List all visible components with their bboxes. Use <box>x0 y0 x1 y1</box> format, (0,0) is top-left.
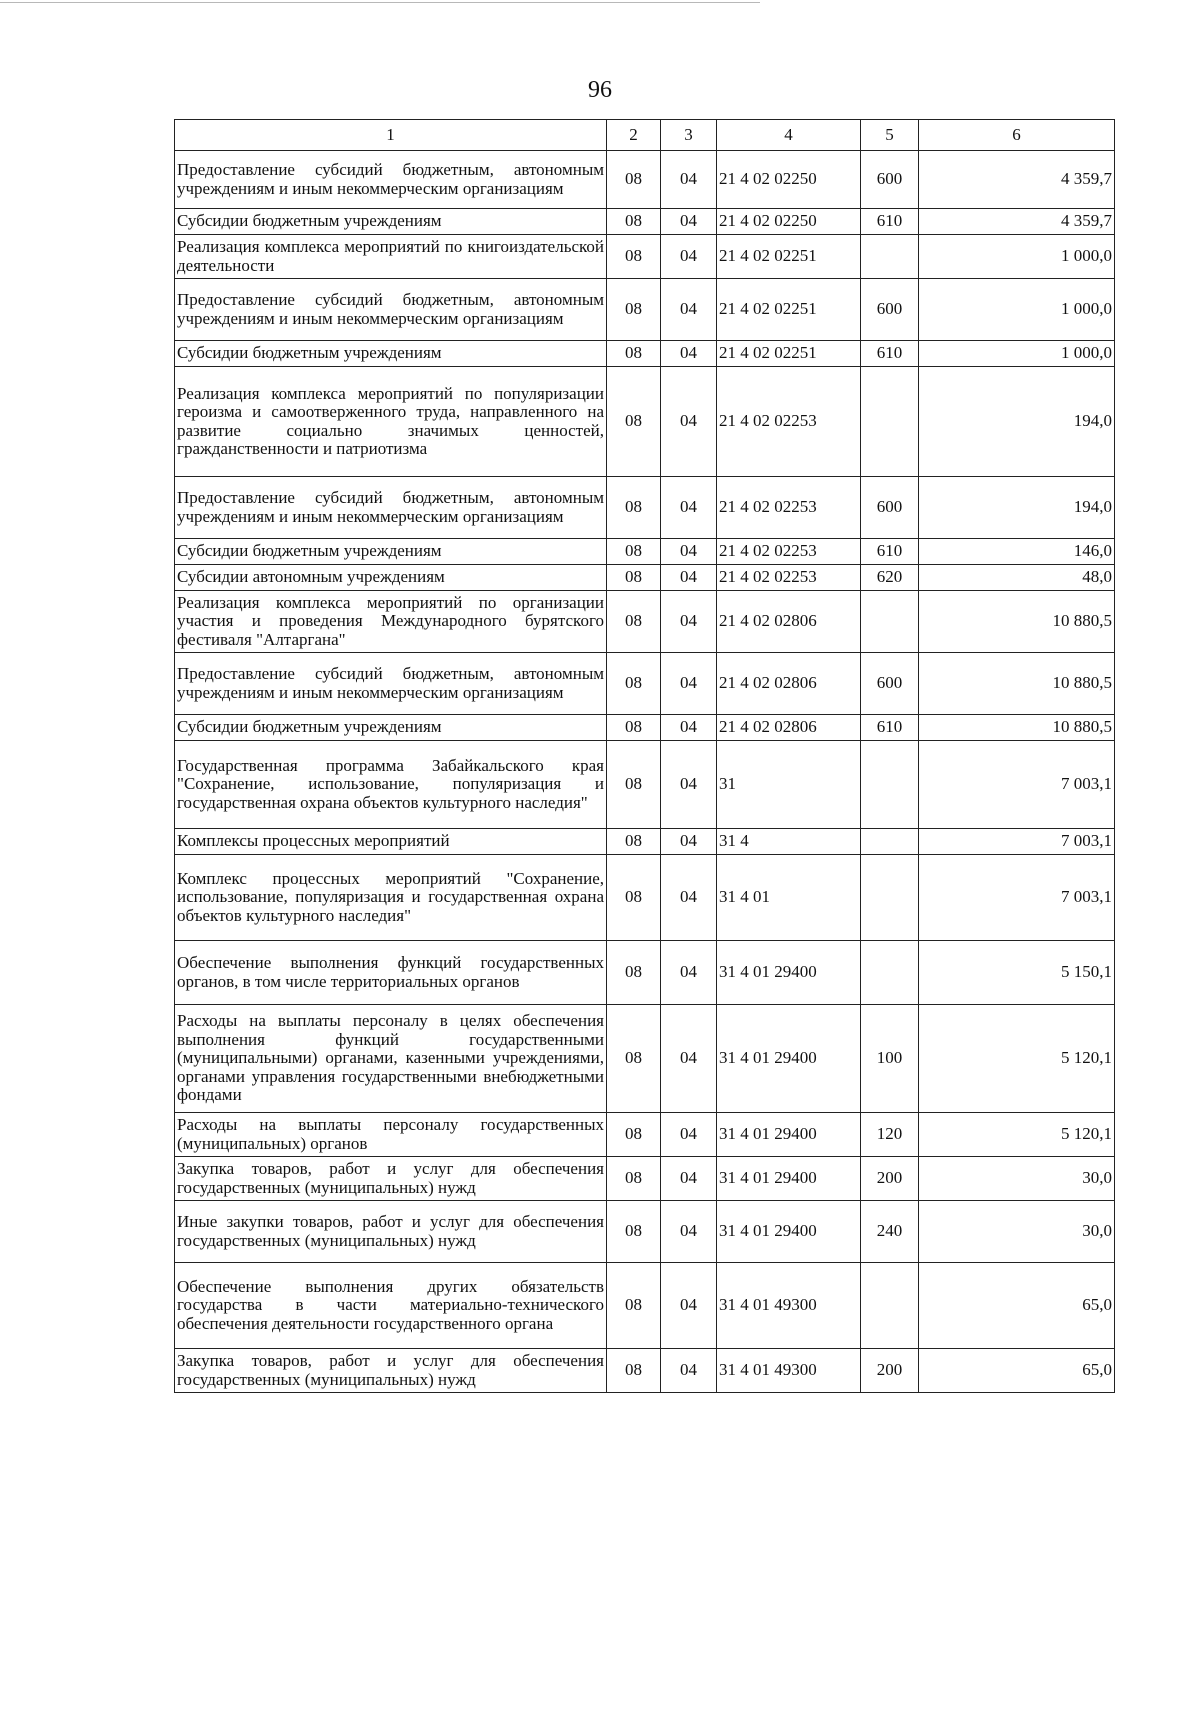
row-expense-type: 100 <box>861 1005 919 1113</box>
row-target-code: 31 4 01 29400 <box>717 1005 861 1113</box>
row-amount: 5 120,1 <box>919 1005 1115 1113</box>
row-amount: 5 150,1 <box>919 941 1115 1005</box>
row-target-code: 21 4 02 02251 <box>717 279 861 341</box>
table-row <box>175 341 1115 367</box>
table-row <box>175 1201 1115 1263</box>
row-name: Иные закупки товаров, работ и услуг для обеспечения государственных (муниципальных) нужд <box>175 1201 607 1263</box>
row-target-code: 21 4 02 02250 <box>717 209 861 235</box>
row-name: Субсидии автономным учреждениям <box>175 565 607 591</box>
row-expense-type: 600 <box>861 477 919 539</box>
row-target-code: 21 4 02 02253 <box>717 565 861 591</box>
row-target-code: 31 4 01 49300 <box>717 1349 861 1393</box>
header-row <box>175 120 1115 151</box>
row-name: Обеспечение выполнения функций государственных органов, в том числе территориальных органов <box>175 941 607 1005</box>
table-row <box>175 741 1115 829</box>
row-amount: 1 000,0 <box>919 279 1115 341</box>
table-row <box>175 565 1115 591</box>
row-name: Субсидии бюджетным учреждениям <box>175 341 607 367</box>
row-amount: 7 003,1 <box>919 829 1115 855</box>
row-target-code: 21 4 02 02251 <box>717 235 861 279</box>
row-expense-type <box>861 855 919 941</box>
table-row <box>175 209 1115 235</box>
page-number: 96 <box>588 77 612 103</box>
row-subsection: 04 <box>661 151 717 209</box>
row-expense-type <box>861 1263 919 1349</box>
row-target-code: 21 4 02 02806 <box>717 715 861 741</box>
row-amount: 65,0 <box>919 1349 1115 1393</box>
row-expense-type: 200 <box>861 1157 919 1201</box>
row-section: 08 <box>607 653 661 715</box>
row-expense-type: 610 <box>861 715 919 741</box>
row-subsection: 04 <box>661 477 717 539</box>
row-target-code: 31 4 01 29400 <box>717 1113 861 1157</box>
row-amount: 48,0 <box>919 565 1115 591</box>
table-row <box>175 855 1115 941</box>
row-name: Предоставление субсидий бюджетным, автономным учреждениям и иным некоммерческим организациям <box>175 279 607 341</box>
row-name: Реализация комплекса мероприятий по книгоиздательской деятельности <box>175 235 607 279</box>
row-subsection: 04 <box>661 741 717 829</box>
table-row <box>175 1263 1115 1349</box>
row-target-code: 21 4 02 02251 <box>717 341 861 367</box>
row-name: Предоставление субсидий бюджетным, автономным учреждениям и иным некоммерческим организациям <box>175 477 607 539</box>
row-amount: 194,0 <box>919 367 1115 477</box>
row-subsection: 04 <box>661 279 717 341</box>
row-subsection: 04 <box>661 209 717 235</box>
row-expense-type: 610 <box>861 209 919 235</box>
table-row <box>175 1113 1115 1157</box>
row-target-code: 21 4 02 02806 <box>717 591 861 653</box>
row-amount: 7 003,1 <box>919 855 1115 941</box>
row-section: 08 <box>607 829 661 855</box>
row-section: 08 <box>607 1157 661 1201</box>
row-section: 08 <box>607 1349 661 1393</box>
row-target-code: 31 <box>717 741 861 829</box>
row-expense-type: 120 <box>861 1113 919 1157</box>
row-name: Государственная программа Забайкальского края "Сохранение, использование, популяризация и государственная охрана объектов культурного наследия" <box>175 741 607 829</box>
row-section: 08 <box>607 539 661 565</box>
row-amount: 5 120,1 <box>919 1113 1115 1157</box>
header-col-2: 2 <box>607 120 661 151</box>
row-expense-type: 610 <box>861 539 919 565</box>
row-target-code: 21 4 02 02253 <box>717 367 861 477</box>
row-name: Субсидии бюджетным учреждениям <box>175 539 607 565</box>
row-subsection: 04 <box>661 855 717 941</box>
table-row <box>175 367 1115 477</box>
row-name: Предоставление субсидий бюджетным, автономным учреждениям и иным некоммерческим организациям <box>175 653 607 715</box>
row-target-code: 21 4 02 02253 <box>717 539 861 565</box>
row-amount: 4 359,7 <box>919 209 1115 235</box>
row-section: 08 <box>607 1113 661 1157</box>
row-subsection: 04 <box>661 565 717 591</box>
row-amount: 10 880,5 <box>919 715 1115 741</box>
row-name: Реализация комплекса мероприятий по популяризации героизма и самоотверженного труда, направленного на развитие социально значимых ценностей, гражданственности и патриотизма <box>175 367 607 477</box>
row-target-code: 31 4 01 29400 <box>717 1157 861 1201</box>
table-row <box>175 1157 1115 1201</box>
row-section: 08 <box>607 591 661 653</box>
row-amount: 10 880,5 <box>919 591 1115 653</box>
row-name: Закупка товаров, работ и услуг для обеспечения государственных (муниципальных) нужд <box>175 1349 607 1393</box>
row-subsection: 04 <box>661 653 717 715</box>
row-amount: 30,0 <box>919 1157 1115 1201</box>
row-target-code: 31 4 <box>717 829 861 855</box>
table-row <box>175 539 1115 565</box>
row-name: Расходы на выплаты персоналу государственных (муниципальных) органов <box>175 1113 607 1157</box>
row-section: 08 <box>607 855 661 941</box>
row-subsection: 04 <box>661 1201 717 1263</box>
row-subsection: 04 <box>661 367 717 477</box>
row-target-code: 31 4 01 49300 <box>717 1263 861 1349</box>
row-section: 08 <box>607 741 661 829</box>
row-name: Субсидии бюджетным учреждениям <box>175 715 607 741</box>
row-section: 08 <box>607 1263 661 1349</box>
row-section: 08 <box>607 151 661 209</box>
row-amount: 1 000,0 <box>919 235 1115 279</box>
row-expense-type: 600 <box>861 279 919 341</box>
row-target-code: 31 4 01 29400 <box>717 941 861 1005</box>
table-header <box>175 120 1115 151</box>
row-name: Предоставление субсидий бюджетным, автономным учреждениям и иным некоммерческим организациям <box>175 151 607 209</box>
row-section: 08 <box>607 235 661 279</box>
table-row <box>175 591 1115 653</box>
scan-edge-line <box>0 2 760 3</box>
row-subsection: 04 <box>661 1113 717 1157</box>
row-amount: 65,0 <box>919 1263 1115 1349</box>
row-expense-type <box>861 235 919 279</box>
row-expense-type <box>861 741 919 829</box>
row-subsection: 04 <box>661 1349 717 1393</box>
row-amount: 30,0 <box>919 1201 1115 1263</box>
row-expense-type <box>861 367 919 477</box>
table-row <box>175 653 1115 715</box>
row-subsection: 04 <box>661 1005 717 1113</box>
row-expense-type: 600 <box>861 151 919 209</box>
row-target-code: 21 4 02 02250 <box>717 151 861 209</box>
header-col-4: 4 <box>717 120 861 151</box>
row-name: Комплексы процессных мероприятий <box>175 829 607 855</box>
row-subsection: 04 <box>661 235 717 279</box>
header-col-5: 5 <box>861 120 919 151</box>
row-expense-type: 600 <box>861 653 919 715</box>
budget-table <box>174 119 1115 1393</box>
row-target-code: 31 4 01 29400 <box>717 1201 861 1263</box>
table-row <box>175 279 1115 341</box>
row-target-code: 21 4 02 02806 <box>717 653 861 715</box>
row-subsection: 04 <box>661 341 717 367</box>
row-target-code: 31 4 01 <box>717 855 861 941</box>
row-name: Закупка товаров, работ и услуг для обеспечения государственных (муниципальных) нужд <box>175 1157 607 1201</box>
row-section: 08 <box>607 209 661 235</box>
row-section: 08 <box>607 367 661 477</box>
row-expense-type: 200 <box>861 1349 919 1393</box>
row-amount: 194,0 <box>919 477 1115 539</box>
row-target-code: 21 4 02 02253 <box>717 477 861 539</box>
table-row <box>175 715 1115 741</box>
row-subsection: 04 <box>661 829 717 855</box>
table-row <box>175 941 1115 1005</box>
row-amount: 7 003,1 <box>919 741 1115 829</box>
row-section: 08 <box>607 1201 661 1263</box>
row-subsection: 04 <box>661 1157 717 1201</box>
table-row <box>175 151 1115 209</box>
row-name: Комплекс процессных мероприятий "Сохранение, использование, популяризация и государственная охрана объектов культурного наследия" <box>175 855 607 941</box>
table-body <box>175 151 1115 1393</box>
row-expense-type <box>861 941 919 1005</box>
row-name: Обеспечение выполнения других обязательств государства в части материально-технического обеспечения деятельности государственного органа <box>175 1263 607 1349</box>
table-row <box>175 477 1115 539</box>
row-subsection: 04 <box>661 539 717 565</box>
row-expense-type <box>861 591 919 653</box>
table-row <box>175 1005 1115 1113</box>
row-subsection: 04 <box>661 591 717 653</box>
row-expense-type: 240 <box>861 1201 919 1263</box>
row-expense-type <box>861 829 919 855</box>
row-amount: 146,0 <box>919 539 1115 565</box>
row-subsection: 04 <box>661 1263 717 1349</box>
row-amount: 4 359,7 <box>919 151 1115 209</box>
table-row <box>175 1349 1115 1393</box>
row-subsection: 04 <box>661 941 717 1005</box>
row-name: Субсидии бюджетным учреждениям <box>175 209 607 235</box>
row-section: 08 <box>607 565 661 591</box>
row-section: 08 <box>607 341 661 367</box>
table-row <box>175 235 1115 279</box>
row-section: 08 <box>607 715 661 741</box>
row-name: Реализация комплекса мероприятий по организации участия и проведения Международного бурятского фестиваля "Алтаргана" <box>175 591 607 653</box>
row-amount: 10 880,5 <box>919 653 1115 715</box>
row-section: 08 <box>607 1005 661 1113</box>
row-subsection: 04 <box>661 715 717 741</box>
row-expense-type: 610 <box>861 341 919 367</box>
row-section: 08 <box>607 477 661 539</box>
header-col-1: 1 <box>175 120 607 151</box>
row-name: Расходы на выплаты персоналу в целях обеспечения выполнения функций государственными (муниципальными) органами, казенными учреждениями, органами управления государственными внебюджетными фондами <box>175 1005 607 1113</box>
row-amount: 1 000,0 <box>919 341 1115 367</box>
row-section: 08 <box>607 941 661 1005</box>
table-row <box>175 829 1115 855</box>
row-expense-type: 620 <box>861 565 919 591</box>
header-col-6: 6 <box>919 120 1115 151</box>
header-col-3: 3 <box>661 120 717 151</box>
row-section: 08 <box>607 279 661 341</box>
